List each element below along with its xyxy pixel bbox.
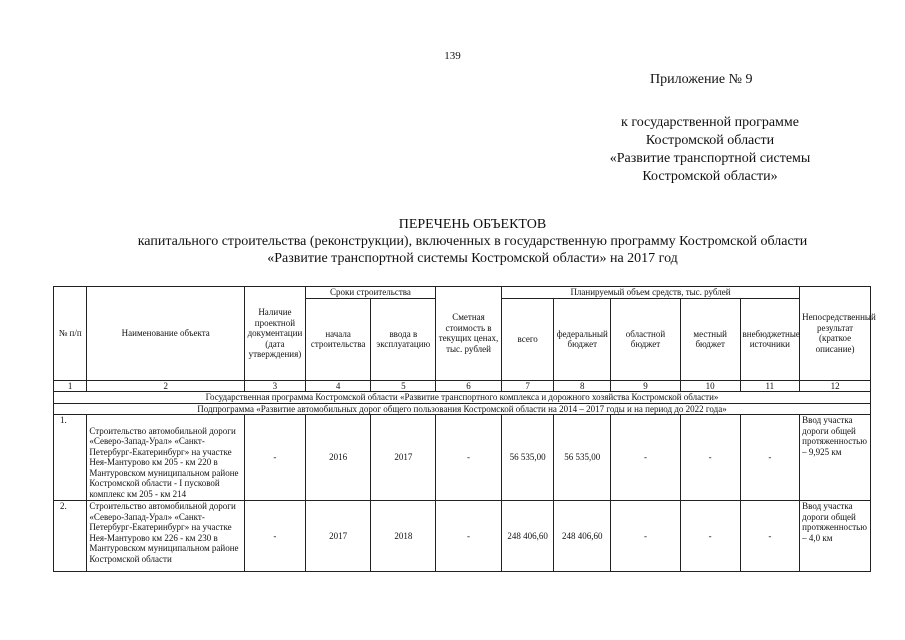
direct-result: Ввод участка дороги общей протяженностью – 4,0 км	[800, 501, 871, 572]
column-number: 9	[611, 380, 681, 392]
appendix-title: Приложение № 9	[650, 72, 753, 87]
object-name: Строительство автомобильной дороги «Северо-Запад-Урал» «Санкт-Петербург-Екатеринбург» на участке Нея-Мантурово км 205 - км 220 в Мантуровском муниципальном районе Костромской области - I пусковой комплекс км 205 - км 214	[87, 415, 245, 501]
extra-budget-amount: -	[740, 415, 800, 501]
start-year: 2017	[305, 501, 371, 572]
header-estimate: Сметная стоимость в текущих ценах, тыс. рублей	[436, 287, 502, 381]
project-docs: -	[245, 501, 306, 572]
column-number: 1	[54, 380, 87, 392]
heading-line-3: «Развитие транспортной системы Костромской области» на 2017 год	[267, 251, 678, 266]
column-numbers-row	[54, 380, 871, 392]
start-year: 2016	[305, 415, 371, 501]
header-result: Непосредственный результат (краткое описание)	[800, 287, 871, 381]
row-number: 1.	[54, 415, 87, 501]
appendix-line: «Развитие транспортной системы	[609, 151, 811, 166]
column-number: 12	[800, 380, 871, 392]
header-regional: областной бюджет	[611, 298, 681, 380]
column-number: 10	[680, 380, 740, 392]
direct-result: Ввод участка дороги общей протяженностью – 9,925 км	[800, 415, 871, 501]
extra-budget-amount: -	[740, 501, 800, 572]
local-amount: -	[680, 501, 740, 572]
header-local: местный бюджет	[680, 298, 740, 380]
objects-table	[53, 286, 876, 572]
total-amount: 248 406,60	[501, 501, 554, 572]
column-number: 11	[740, 380, 800, 392]
column-number: 2	[87, 380, 245, 392]
heading-line-1: ПЕРЕЧЕНЬ ОБЪЕКТОВ	[398, 217, 547, 232]
header-commission: ввода в эксплуатацию	[371, 298, 436, 380]
table-row	[54, 501, 871, 572]
subprogram-row: Подпрограмма «Развитие автомобильных дорог общего пользования Костромской области на 2014 – 2017 годы и на период до 2022 года»	[54, 403, 871, 415]
commission-year: 2017	[371, 415, 436, 501]
project-docs: -	[245, 415, 306, 501]
federal-amount: 56 535,00	[554, 415, 611, 501]
table-row	[54, 415, 871, 501]
column-number: 6	[436, 380, 502, 392]
heading-line-2: капитального строительства (реконструкции), включенных в государственную программу Костромской области	[137, 234, 808, 249]
row-number: 2.	[54, 501, 87, 572]
local-amount: -	[680, 415, 740, 501]
column-number: 7	[501, 380, 554, 392]
column-number: 5	[371, 380, 436, 392]
page-number: 139	[444, 50, 461, 62]
header-federal: федеральный бюджет	[554, 298, 611, 380]
header-start: начала строительства	[305, 298, 371, 380]
appendix-subtitle	[560, 114, 860, 186]
header-terms: Сроки строительства	[305, 287, 435, 299]
appendix-line: Костромской области»	[642, 169, 778, 184]
program-row: Государственная программа Костромской области «Развитие транспортного комплекса и дорожного хозяйства Костромской области»	[54, 392, 871, 404]
estimate-cost: -	[436, 415, 502, 501]
regional-amount: -	[611, 415, 681, 501]
header-docs: Наличие проектной документации (дата утверждения)	[245, 287, 306, 381]
federal-amount: 248 406,60	[554, 501, 611, 572]
column-number: 3	[245, 380, 306, 392]
column-number: 4	[305, 380, 371, 392]
estimate-cost: -	[436, 501, 502, 572]
document-heading	[20, 216, 905, 267]
header-planned: Планируемый объем средств, тыс. рублей	[501, 287, 799, 299]
column-number: 8	[554, 380, 611, 392]
header-name: Наименование объекта	[87, 287, 245, 381]
total-amount: 56 535,00	[501, 415, 554, 501]
header-extra: внебюджетные источники	[740, 298, 800, 380]
regional-amount: -	[611, 501, 681, 572]
object-name: Строительство автомобильной дороги «Северо-Запад-Урал» «Санкт-Петербург-Екатеринбург» на участке Нея-Мантурово км 226 - км 230 в Мантуровском муниципальном районе Костромской области	[87, 501, 245, 572]
commission-year: 2018	[371, 501, 436, 572]
appendix-line: к государственной программе	[621, 115, 799, 130]
appendix-line: Костромской области	[645, 133, 775, 148]
header-total: всего	[501, 298, 554, 380]
header-num: № п/п	[54, 287, 87, 381]
